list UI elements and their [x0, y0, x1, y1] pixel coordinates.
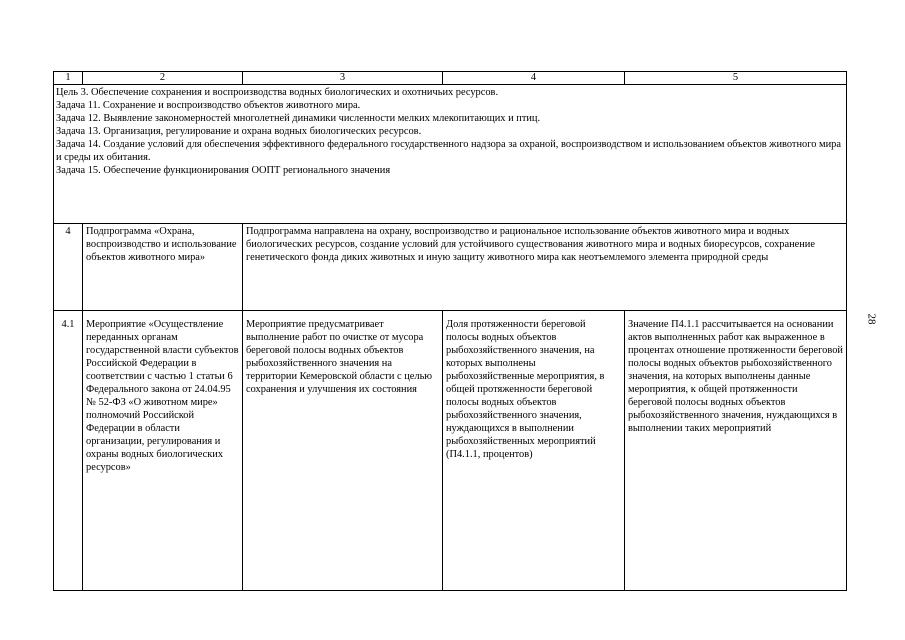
program-table [53, 71, 847, 591]
header-cell-5: 5 [625, 72, 847, 85]
header-cell-2: 2 [83, 72, 243, 85]
goal-row [54, 85, 847, 224]
subprogram-row [54, 224, 847, 311]
header-cell-4: 4 [443, 72, 625, 85]
goal-line: Цель 3. Обеспечение сохранения и воспроизводства водных биологических и охотничьих ресурсов. [56, 87, 499, 98]
task-line: Задача 12. Выявление закономерностей многолетней динамики численности мелких млекопитающих и птиц. [56, 113, 541, 124]
task-line: Задача 11. Сохранение и воспроизводство объектов животного мира. [56, 100, 361, 111]
row-number: 4.1 [54, 311, 83, 591]
activity-description: Мероприятие предусматривает выполнение работ по очистке от мусора береговой полосы водных объектов рыбохозяйственного значения на территории Кемеровской области с целью сохранения и улучшения их состояния [243, 311, 443, 591]
activity-row [54, 311, 847, 591]
header-cell-3: 3 [243, 72, 443, 85]
indicator-name: Доля протяженности береговой полосы водных объектов рыбохозяйственного значения, на которых выполнены рыбохозяйственные мероприятия, в общей протяженности береговой полосы водных объектов рыбохозяйственного значения, нуждающихся в выполнении рыбохозяйственных мероприятий (П4.1.1, процентов) [443, 311, 625, 591]
task-line: Задача 14. Создание условий для обеспечения эффективного федерального государственного надзора за охраной, воспроизводством и использованием объектов животного мира и среды их обитания. [56, 139, 841, 163]
page-number: 28 [865, 313, 878, 325]
subprogram-description: Подпрограмма направлена на охрану, воспроизводство и рациональное использование объектов животного мира и водных биологических ресурсов, создание условий для устойчивого существования животного мира и водных биоресурсов, сохранение генетического фонда диких животных и иную защиту животного мира как неотъемлемого элемента природной среды [243, 224, 847, 311]
activity-name: Мероприятие «Осуществление переданных органам государственной власти субъектов Российской Федерации в соответствии с частью 1 статьи 6 Федерального закона от 24.04.95 № 52-ФЗ «О животном мире» полномочий Российской Федерации в области организации, регулирования и охраны водных биологических ресурсов» [83, 311, 243, 591]
task-line: Задача 15. Обеспечение функционирования ООПТ регионального значения [56, 165, 391, 176]
header-cell-1: 1 [54, 72, 83, 85]
header-row [54, 72, 847, 85]
indicator-calculation: Значение П4.1.1 рассчитывается на основании актов выполненных работ как выраженное в процентах отношение протяженности береговой полосы водных объектов рыбохозяйственного значения, на которых выполнены данные мероприятия, к общей протяженности береговой полосы водных объектов рыбохозяйственного значения, нуждающихся в выполнении таких мероприятий [625, 311, 847, 591]
task-line: Задача 13. Организация, регулирование и охрана водных биологических ресурсов. [56, 126, 422, 137]
subprogram-name: Подпрограмма «Охрана, воспроизводство и использование объектов животного мира» [83, 224, 243, 311]
goal-cell [54, 85, 847, 224]
row-number: 4 [54, 224, 83, 311]
